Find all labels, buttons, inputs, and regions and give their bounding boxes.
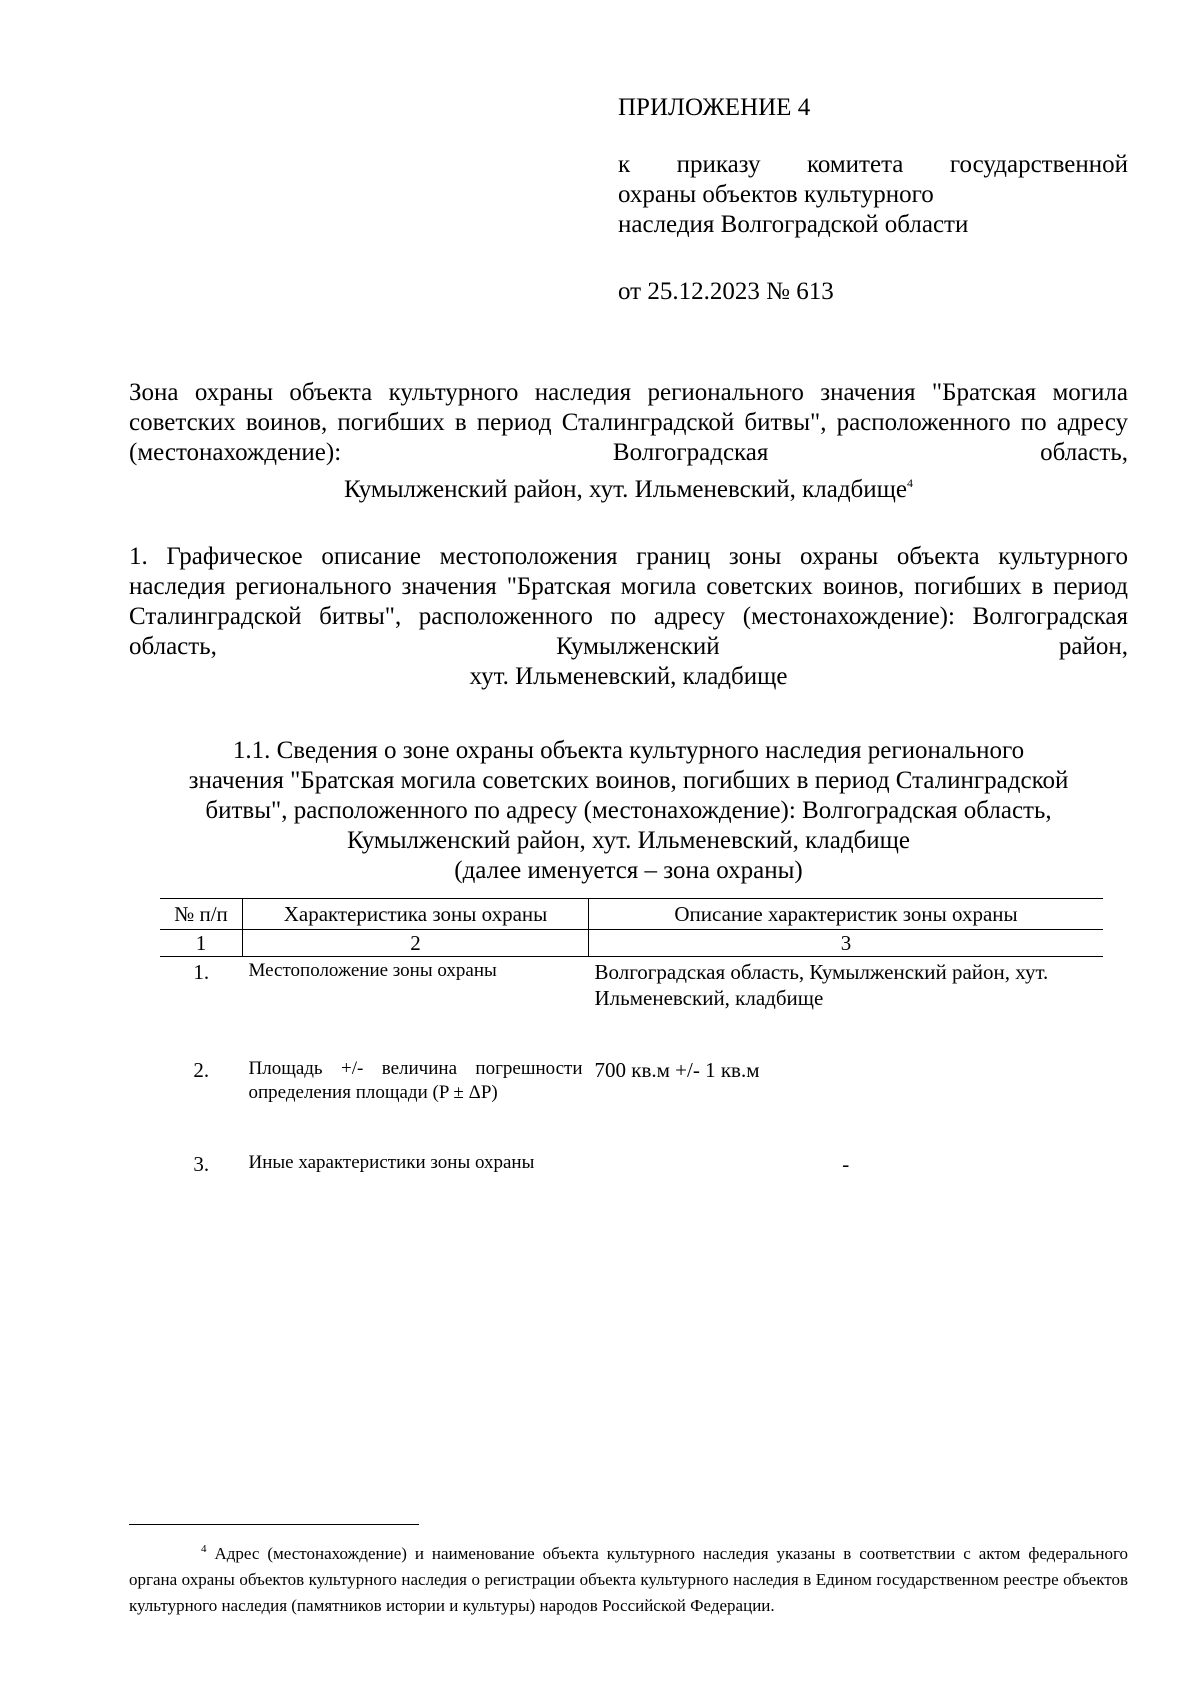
order-reference-line: к приказу комитета государственной (618, 151, 1128, 178)
order-reference (618, 150, 1128, 240)
row-description: Волгоградская область, Кумылженский район, хут. Ильменевский, кладбище (594, 960, 1049, 1010)
row-number: 2. (193, 1058, 210, 1082)
table-row (160, 957, 1103, 1014)
order-reference-line: охраны объектов культурного (618, 181, 934, 208)
row-number: 1. (193, 960, 210, 984)
footnote-text: Адрес (местонахождение) и наименование объекта культурного наследия указаны в соответствии с актом федерального органа охраны объектов культурного наследия о регистрации объекта культурного наследия в Едином государственном реестре объектов культурного наследия (памятников истории и культуры) народов Российской Федерации. (129, 1544, 1128, 1615)
footnote (129, 1536, 1128, 1619)
zone-title-last-line (129, 468, 1128, 505)
column-number: 2 (243, 930, 589, 957)
table-row (160, 1149, 1103, 1179)
zone-title-body: Зона охраны объекта культурного наследия регионального значения "Братская могила советских воинов, погибших в период Сталинградской битвы", расположенного по адресу (местонахождение): Волгоградская область, (129, 379, 1128, 466)
table-row (160, 1055, 1103, 1107)
header-characteristic: Характеристика зоны охраны (243, 899, 589, 930)
section-1-heading (129, 542, 1128, 692)
order-reference-line: наследия Волгоградской области (618, 211, 969, 238)
section-1-body: 1. Графическое описание местоположения границ зоны охраны объекта культурного наследия регионального значения "Братская могила советских воинов, погибших в период Сталинградской битвы", расположенного по адресу (местонахождение): Волгоградская область, Кумылженский район, (129, 543, 1128, 660)
subsection-1-1-heading (129, 736, 1128, 886)
appendix-label: ПРИЛОЖЕНИЕ 4 (618, 94, 811, 121)
row-description: - (842, 1152, 850, 1176)
header-number: № п/п (160, 899, 243, 930)
row-description: 700 кв.м +/- 1 кв.м (594, 1058, 760, 1082)
zone-characteristics-table (160, 898, 1103, 1179)
subsection-line: значения "Братская могила советских воинов, погибших в период Сталинградской (188, 767, 1069, 794)
zone-title-last-text: Кумылженский район, хут. Ильменевский, кладбище (343, 476, 908, 503)
order-date: от 25.12.2023 № 613 (618, 278, 834, 305)
column-number: 1 (160, 930, 243, 957)
subsection-line: 1.1. Сведения о зоне охраны объекта культурного наследия регионального (232, 737, 1025, 764)
row-characteristic: Площадь +/- величина погрешности определения площади (P ± ΔP) (248, 1058, 583, 1103)
row-number: 3. (193, 1152, 210, 1176)
row-characteristic: Местоположение зоны охраны (248, 960, 497, 981)
row-characteristic: Иные характеристики зоны охраны (248, 1152, 535, 1173)
subsection-line: Кумылженский район, хут. Ильменевский, кладбище (346, 827, 911, 854)
column-number: 3 (589, 930, 1104, 957)
zone-title (129, 378, 1128, 505)
table-header-row (160, 899, 1103, 930)
footnote-ref: 4 (907, 476, 914, 490)
footnote-mark: 4 (201, 1543, 207, 1555)
table-column-numbers-row (160, 930, 1103, 957)
subsection-line: (далее именуется – зона охраны) (454, 857, 803, 884)
footnote-separator (129, 1524, 419, 1525)
header-description: Описание характеристик зоны охраны (589, 899, 1104, 930)
subsection-line: битвы", расположенного по адресу (местонахождение): Волгоградская область, (205, 797, 1052, 824)
section-1-last-line: хут. Ильменевский, кладбище (469, 663, 788, 690)
